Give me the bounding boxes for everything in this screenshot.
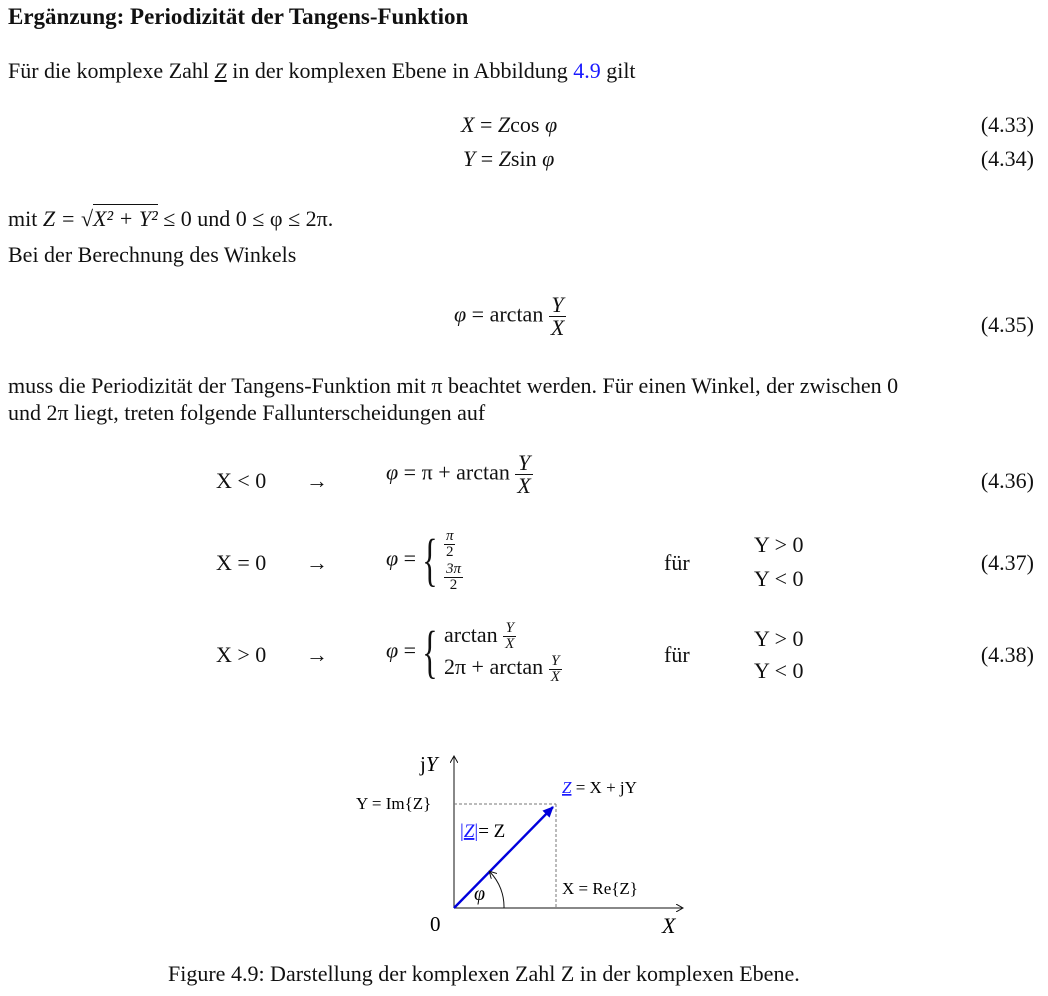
eq435-fraction xyxy=(549,294,566,339)
eq438-case2-num: Y xyxy=(549,654,562,670)
eq438-lhs: φ xyxy=(386,637,399,663)
eq-number-4-35: (4.35) xyxy=(980,312,1034,337)
eq-number-4-38: (4.38) xyxy=(980,642,1034,667)
eq434-var: Z xyxy=(498,146,511,171)
eq433-fn: cos xyxy=(510,112,540,137)
eq435-num: Y xyxy=(549,294,566,317)
intro-text-mid: in der komplexen Ebene in Abbildung xyxy=(226,58,574,83)
eq433-lhs: X xyxy=(461,112,475,137)
eq437-brace: { xyxy=(422,527,438,593)
x-projection-label: X = Re{Z} xyxy=(562,879,638,898)
mit-text: mit xyxy=(8,206,43,231)
eq437-case1-num: π xyxy=(445,528,454,545)
equation-4-38: φ = { arctan $\frac{Y}{X}$ 2π + arctan $\frac{Y}{X}$ xyxy=(386,619,560,685)
eq437-lhs: φ xyxy=(386,545,399,571)
section-title: Ergänzung: Periodizität der Tangens-Funktion xyxy=(8,4,469,29)
eq437-case2-den: 2 xyxy=(449,576,458,593)
intro-text-after: gilt xyxy=(600,58,636,83)
magnitude-label: |Z|= Z xyxy=(460,821,506,842)
eq438-arrow: → xyxy=(306,642,328,667)
eq435-fn: arctan xyxy=(489,301,544,327)
periodicity-line-2: und 2π liegt, treten folgende Fallunterscheidungen auf xyxy=(8,400,486,425)
eq438-cond2: Y < 0 xyxy=(754,658,804,683)
eq438-case2-den: X xyxy=(550,668,560,685)
z-point-label: Z = X + jY xyxy=(562,778,637,797)
equation-4-34: Y = Zsin φ xyxy=(463,146,555,171)
eq433-arg: φ xyxy=(544,112,558,137)
eq-number-4-37: (4.37) xyxy=(980,550,1034,575)
eq436-arrow: → xyxy=(306,468,328,493)
eq435-lhs: φ xyxy=(454,301,467,327)
eq436-prefix: π + arctan xyxy=(421,459,510,485)
eq438-cases xyxy=(444,620,562,685)
eq434-fn: sin xyxy=(510,146,537,171)
z-def-rhs: ≤ 0 und 0 ≤ φ ≤ 2π. xyxy=(157,206,334,231)
y-projection-label: Y = Im{Z} xyxy=(356,794,432,813)
eq438-case2-fn: 2π + arctan xyxy=(443,654,544,680)
eq433-var: Z xyxy=(497,112,511,137)
eq436-condition: X < 0 xyxy=(216,468,267,493)
eq438-brace: { xyxy=(422,619,438,685)
sqrt-content: X² + Y² xyxy=(93,206,158,231)
eq437-case1-den: 2 xyxy=(445,544,454,561)
eq437-case1 xyxy=(444,529,456,560)
figure-ref-link[interactable]: 4.9 xyxy=(573,58,601,83)
eq438-case2-frac xyxy=(549,654,562,685)
equation-4-35: φ = arctan $\frac{Y}{X}$ xyxy=(454,292,565,340)
eq436-fraction xyxy=(515,452,532,497)
sqrt-symbol: √ xyxy=(80,206,94,231)
eq438-fuer: für xyxy=(664,642,690,667)
eq438-case1-num: Y xyxy=(503,621,516,637)
eq437-case2-num: 3π xyxy=(445,560,461,577)
eq437-cases xyxy=(444,528,463,593)
eq436-num: Y xyxy=(515,452,532,475)
eq437-condition: X = 0 xyxy=(216,550,267,575)
eq434-arg: φ xyxy=(542,146,555,171)
eq437-fuer: für xyxy=(664,550,690,575)
eq436-lhs: φ xyxy=(386,459,399,485)
eq-number-4-33: (4.33) xyxy=(980,112,1034,137)
eq438-cond1: Y > 0 xyxy=(754,626,804,651)
eq437-case2 xyxy=(444,562,463,593)
z-def-lhs: Z = xyxy=(42,206,81,231)
eq438-condition: X > 0 xyxy=(216,642,267,667)
intro-text-before: Für die komplexe Zahl xyxy=(8,58,215,83)
origin-label: 0 xyxy=(430,912,441,936)
eq438-case1-fn: arctan xyxy=(443,622,498,647)
calc-angle-text: Bei der Berechnung des Winkels xyxy=(8,242,297,267)
periodicity-line-1: muss die Periodizität der Tangens-Funktion mit π beachtet werden. Für einen Winkel, der zwischen 0 xyxy=(8,373,899,398)
eq-number-4-36: (4.36) xyxy=(980,468,1034,493)
y-axis-label: jY xyxy=(420,752,438,776)
equation-4-36: φ = π + arctan $\frac{Y}{X}$ xyxy=(386,450,531,498)
angle-label: φ xyxy=(474,883,486,905)
eq437-arrow: → xyxy=(306,550,328,575)
equation-4-37: φ = { $\frac{\pi}{2}$ $\frac{3\pi}{2}$ xyxy=(386,527,461,593)
figure-caption: Figure 4.9: Darstellung der komplexen Zahl Z in der komplexen Ebene. xyxy=(168,961,800,986)
eq434-lhs: Y xyxy=(463,146,476,171)
equation-4-33: X = Zcos φ xyxy=(461,112,558,137)
eq437-cond2: Y < 0 xyxy=(754,566,804,591)
angle-arc xyxy=(490,872,504,908)
eq435-den: X xyxy=(550,315,565,340)
eq436-den: X xyxy=(517,473,531,498)
eq437-cond1: Y > 0 xyxy=(754,532,804,557)
z-definition-line xyxy=(8,206,333,232)
var-z: Z xyxy=(214,58,227,83)
eq438-case1-den: X xyxy=(505,636,515,653)
x-axis-label: X xyxy=(662,913,676,938)
eq-number-4-34: (4.34) xyxy=(980,146,1034,171)
complex-plane-figure xyxy=(340,745,720,940)
intro-paragraph xyxy=(8,58,636,84)
eq438-case1-frac xyxy=(503,621,516,652)
